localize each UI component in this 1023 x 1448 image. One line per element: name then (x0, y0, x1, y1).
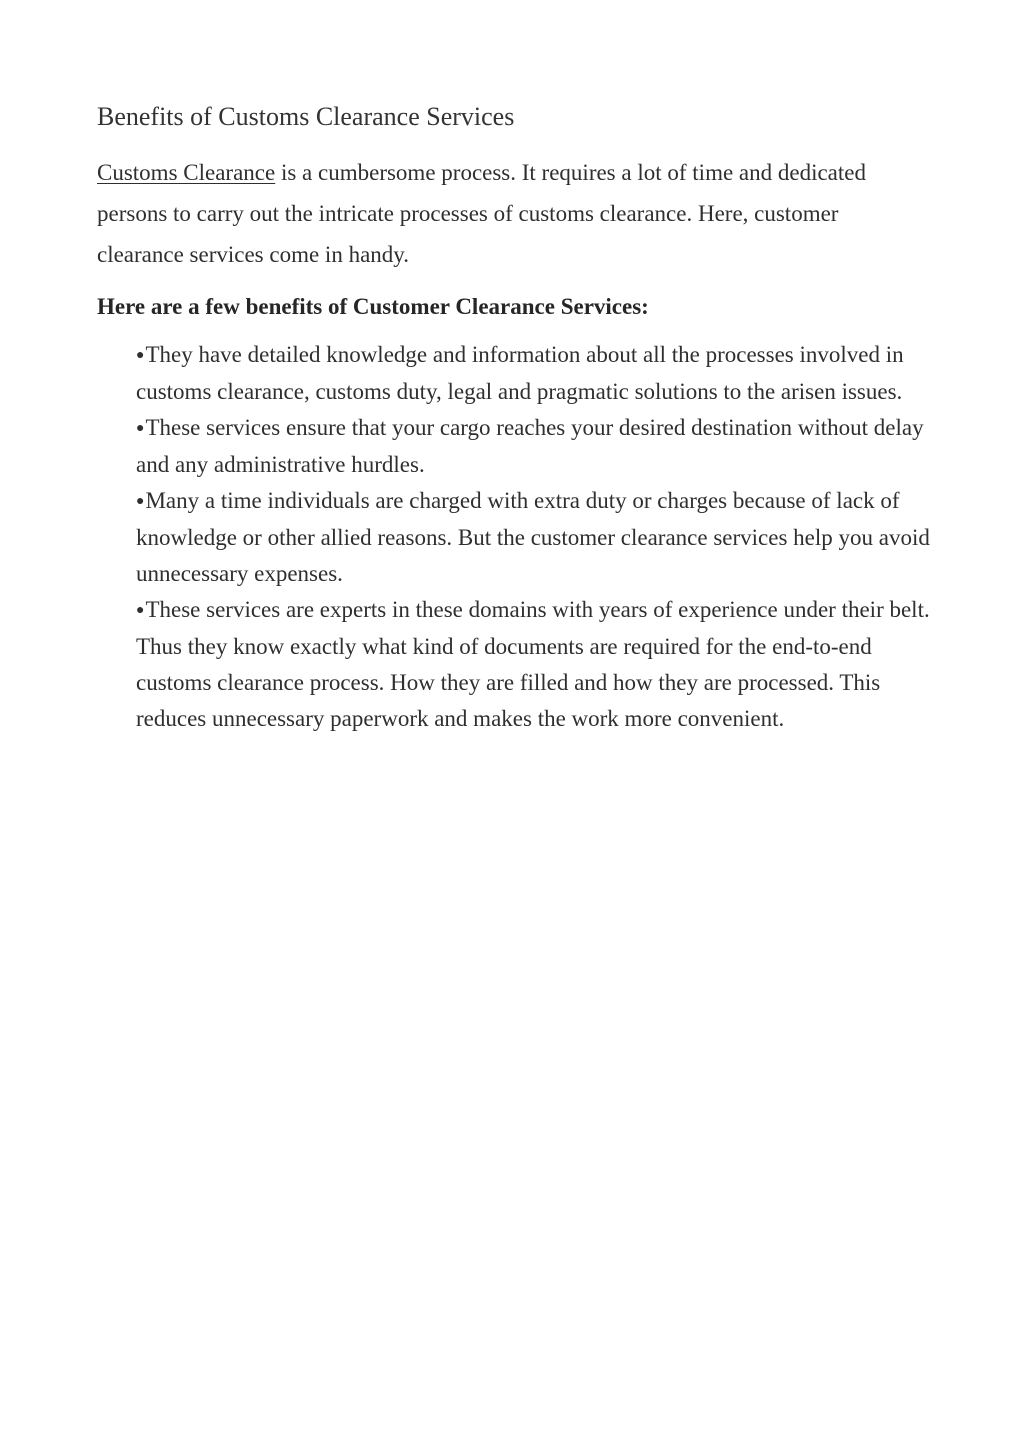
bullet-icon: ● (136, 421, 145, 436)
page-title: Benefits of Customs Clearance Services (97, 102, 515, 131)
list-item-text: These services ensure that your cargo reaches your desired destination without delay and any administrative hurdles. (136, 415, 924, 477)
list-item-text: They have detailed knowledge and information about all the processes involved in customs clearance, customs duty, legal and pragmatic solutions to the arisen issues. (136, 342, 904, 404)
list-item-text: Many a time individuals are charged with extra duty or charges because of lack of knowledge or other allied reasons. But the customer clearance services help you avoid unnecessary expenses. (136, 488, 930, 586)
list-item (136, 337, 936, 410)
intro-paragraph (97, 152, 897, 275)
benefits-list (136, 337, 936, 737)
list-item (136, 483, 936, 592)
bullet-icon: ● (136, 603, 145, 618)
list-item (136, 592, 936, 737)
list-item-text: These services are experts in these domains with years of experience under their belt. Thus they know exactly what kind of documents are required for the end-to-end customs clearance process. How they are filled and how they are processed. This reduces unnecessary paperwork and makes the work more convenient. (136, 597, 930, 731)
list-item (136, 410, 936, 483)
intro-text: is a cumbersome process. It requires a lot of time and dedicated persons to carry out the intricate processes of customs clearance. Here, customer clearance services come in handy. (97, 160, 866, 267)
bullet-icon: ● (136, 494, 145, 509)
benefits-heading: Here are a few benefits of Customer Clearance Services: (97, 294, 649, 319)
customs-clearance-link[interactable]: Customs Clearance (97, 160, 276, 185)
bullet-icon: ● (136, 348, 145, 363)
